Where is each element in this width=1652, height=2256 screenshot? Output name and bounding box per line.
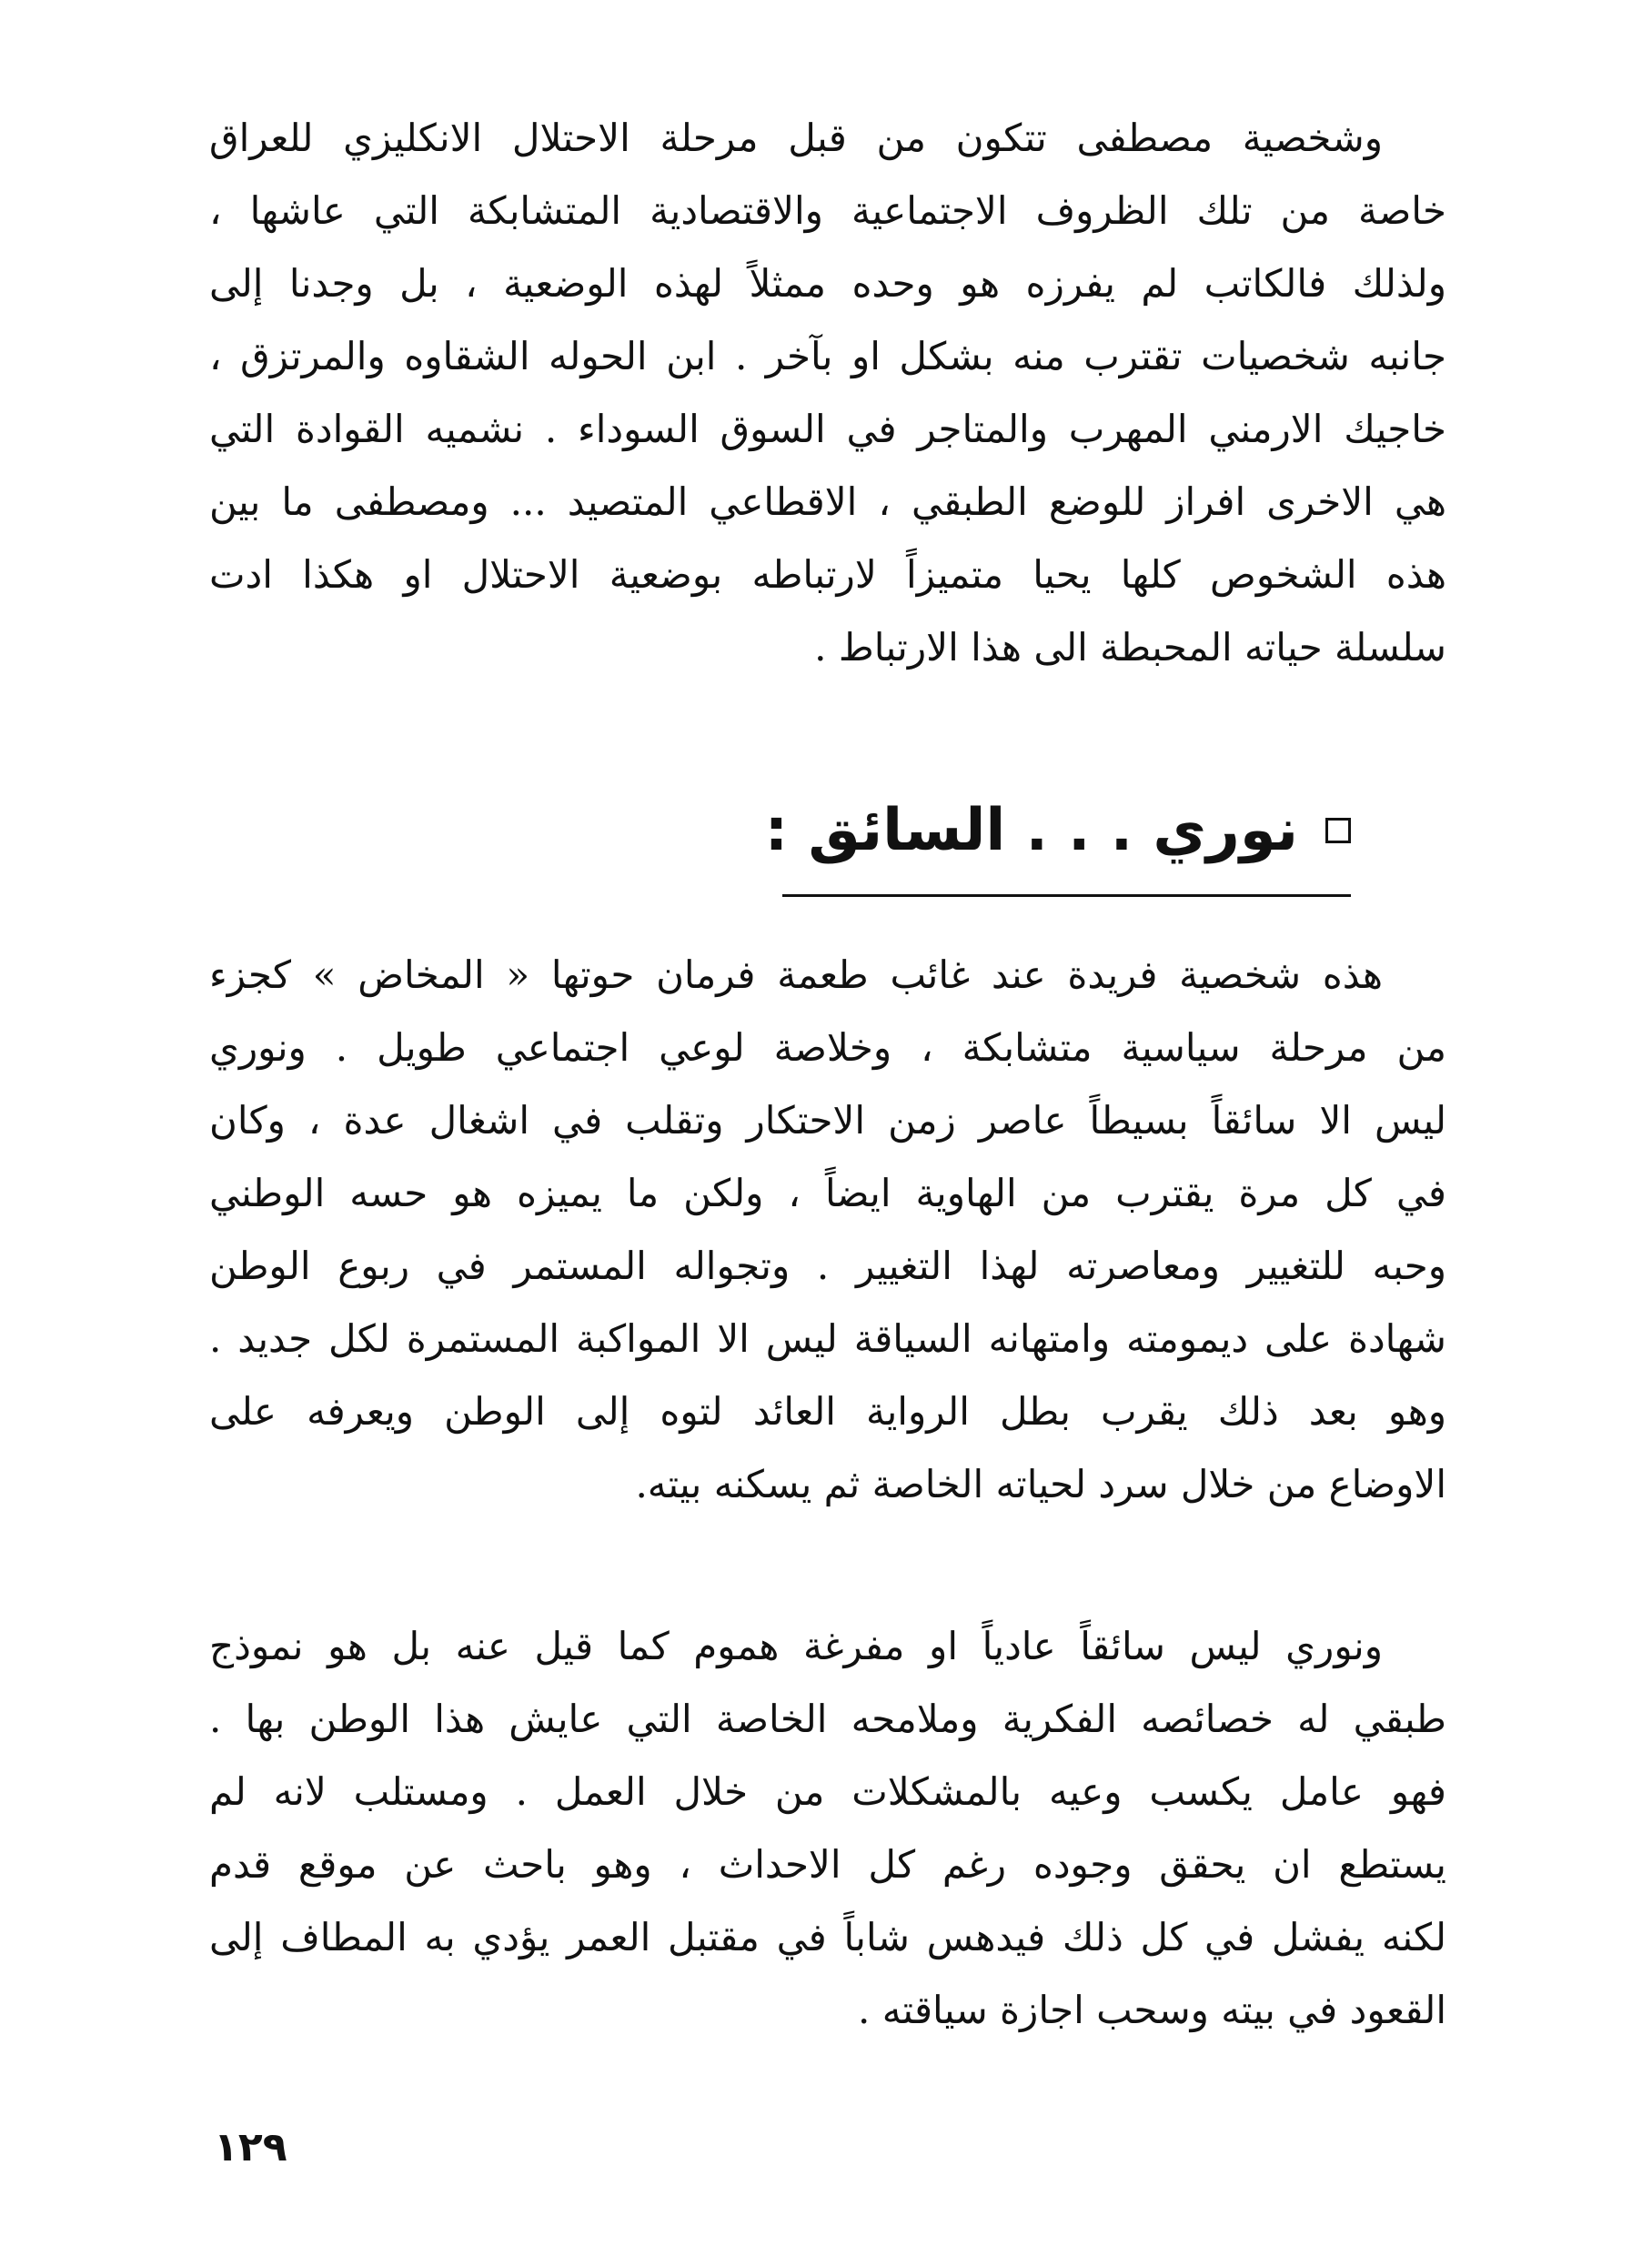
text-line: من مرحلة سياسية متشابكة ، وخلاصة لوعي اجتماعي طويل . ونوري bbox=[209, 1025, 1446, 1070]
text-line: وشخصية مصطفى تتكون من قبل مرحلة الاحتلال الانكليزي للعراق bbox=[209, 116, 1383, 160]
text-line: وحبه للتغيير ومعاصرته لهذا التغيير . وتجواله المستمر في ربوع الوطن bbox=[209, 1244, 1446, 1288]
text-line: هذه شخصية فريدة عند غائب طعمة فرمان حوتها « المخاض » كجزء bbox=[209, 952, 1383, 997]
text-line: فهو عامل يكسب وعيه بالمشكلات من خلال العمل . ومستلب لانه لم bbox=[209, 1769, 1446, 1814]
text-line: ولذلك فالكاتب لم يفرزه هو وحده ممثلاً لهذه الوضعية ، بل وجدنا إلى bbox=[209, 261, 1446, 306]
paragraph-nouri-worker bbox=[209, 1610, 1446, 2047]
heading-underline bbox=[782, 894, 1351, 897]
paragraph-mustafa bbox=[209, 102, 1446, 684]
heading-title: نوري . . . السائق : bbox=[764, 797, 1298, 864]
text-line: القعود في بيته وسحب اجازة سياقته . bbox=[858, 1988, 1446, 2032]
text-line: خاصة من تلك الظروف الاجتماعية والاقتصادية المتشابكة التي عاشها ، bbox=[209, 188, 1446, 233]
text-line: ونوري ليس سائقاً عادياً او مفرغة هموم كما قيل عنه بل هو نموذج bbox=[209, 1624, 1383, 1668]
text-line: في كل مرة يقترب من الهاوية ايضاً ، ولكن ما يميزه هو حسه الوطني bbox=[209, 1171, 1446, 1215]
text-line: هي الاخرى افراز للوضع الطبقي ، الاقطاعي المتصيد ... ومصطفى ما بين bbox=[209, 479, 1446, 524]
text-line: لكنه يفشل في كل ذلك فيدهس شاباً في مقتبل العمر يؤدي به المطاف إلى bbox=[209, 1915, 1446, 1959]
square-bullet-icon bbox=[1325, 818, 1351, 843]
text-line: شهادة على ديمومته وامتهانه السياقة ليس الا المواكبة المستمرة لكل جديد . bbox=[209, 1316, 1446, 1361]
text-line: الاوضاع من خلال سرد لحياته الخاصة ثم يسكنه بيته. bbox=[635, 1462, 1446, 1506]
paragraph-nouri-intro bbox=[209, 939, 1446, 1521]
text-line: سلسلة حياته المحبطة الى هذا الارتباط . bbox=[814, 625, 1446, 670]
text-line: وهو بعد ذلك يقرب بطل الرواية العائد لتوه إلى الوطن ويعرفه على bbox=[209, 1389, 1446, 1434]
text-line: طبقي له خصائصه الفكرية وملامحه الخاصة التي عايش هذا الوطن بها . bbox=[209, 1697, 1446, 1741]
page-number: ١٢٩ bbox=[214, 2124, 287, 2170]
text-line: يستطع ان يحقق وجوده رغم كل الاحداث ، وهو باحث عن موقع قدم bbox=[209, 1842, 1446, 1887]
text-line: ليس الا سائقاً بسيطاً عاصر زمن الاحتكار وتقلب في اشغال عدة ، وكان bbox=[209, 1098, 1446, 1143]
section-heading bbox=[764, 787, 1351, 874]
text-line: هذه الشخوص كلها يحيا متميزاً لارتباطه بوضعية الاحتلال او هكذا ادت bbox=[209, 552, 1446, 597]
text-line: خاجيك الارمني المهرب والمتاجر في السوق السوداء . نشميه القوادة التي bbox=[209, 407, 1446, 451]
text-line: جانبه شخصيات تقترب منه بشكل او بآخر . ابن الحوله الشقاوه والمرتزق ، bbox=[209, 334, 1446, 378]
